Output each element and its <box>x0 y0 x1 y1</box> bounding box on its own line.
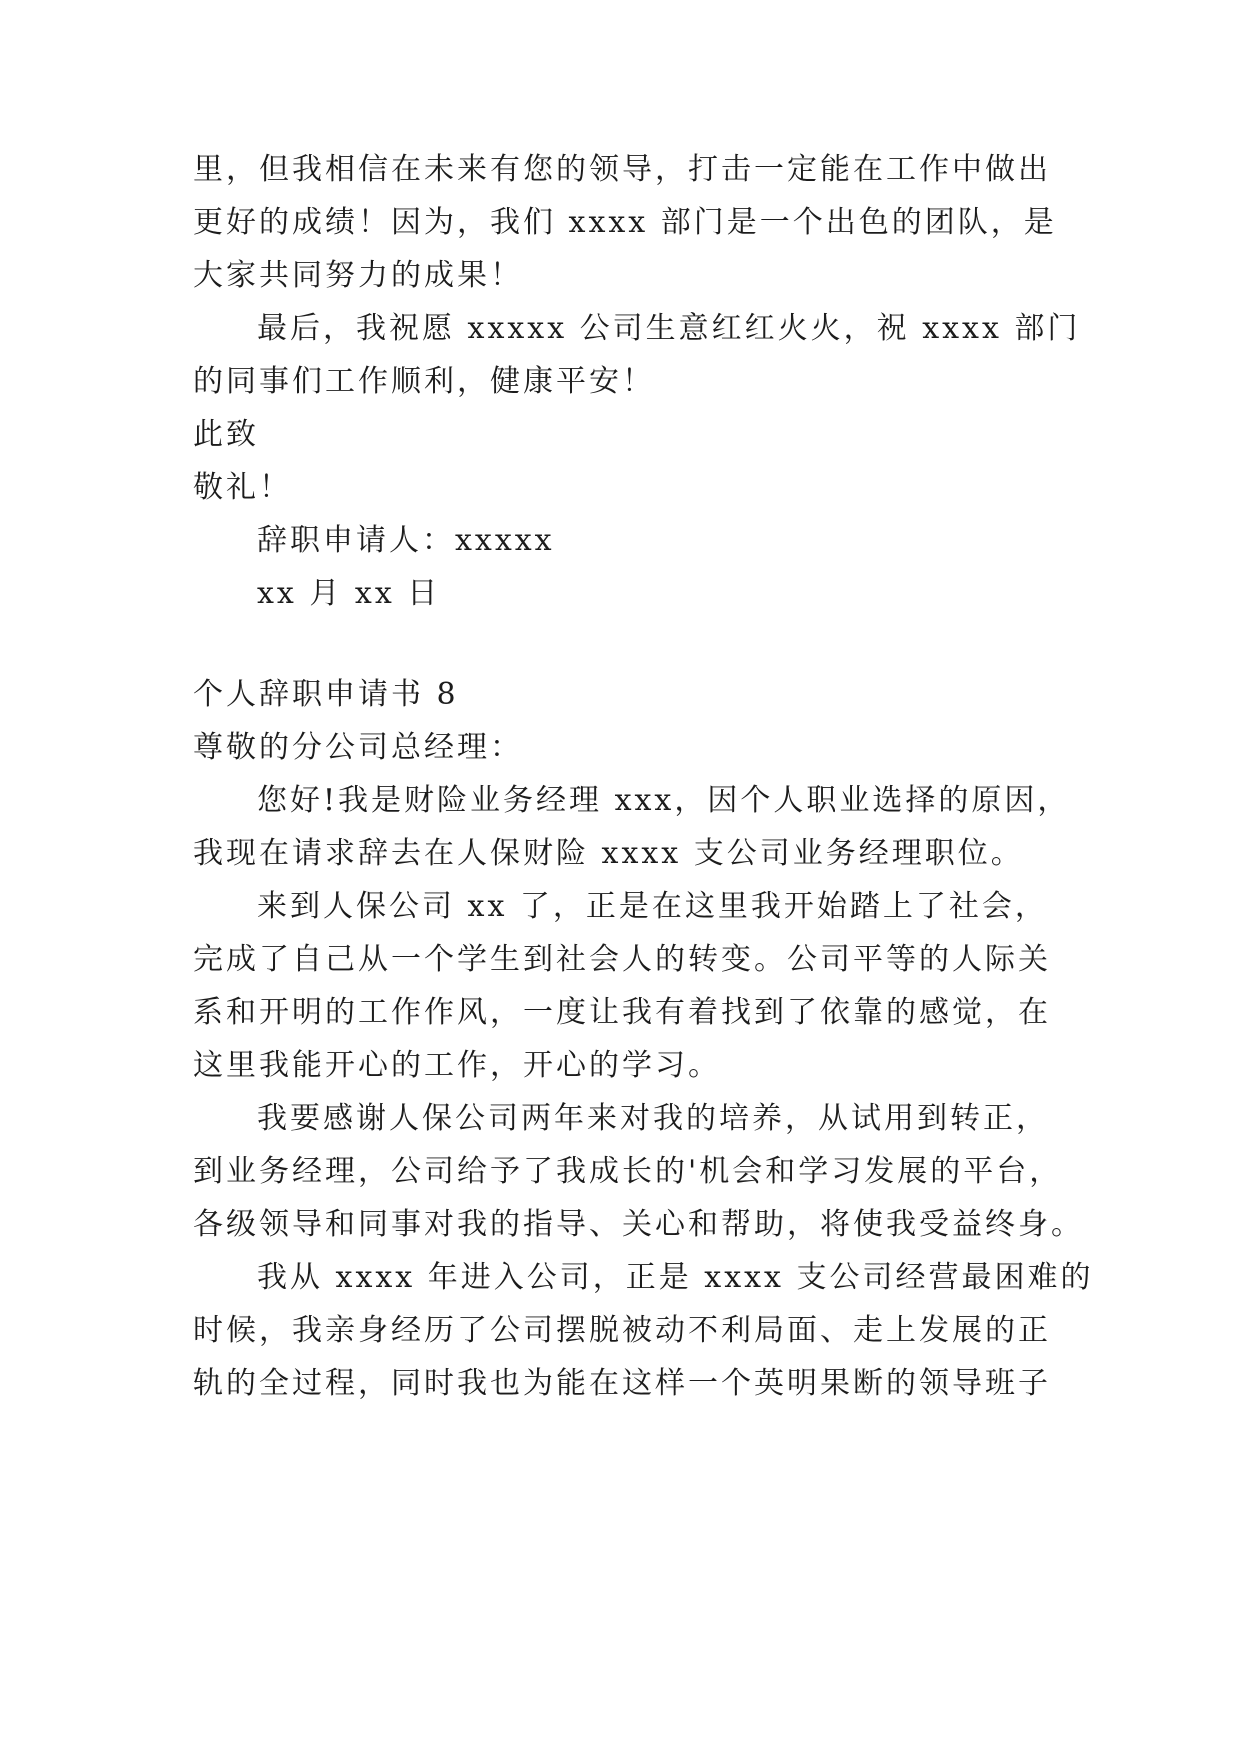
text-line: 最后，我祝愿 xxxxx 公司生意红红火火，祝 xxxx 部门 <box>257 311 1081 346</box>
salutation-line: 敬礼！ <box>193 470 292 505</box>
text-line: 到业务经理，公司给予了我成长的'机会和学习发展的平台， <box>193 1154 1063 1189</box>
text-line: 各级领导和同事对我的指导、关心和帮助，将使我受益终身。 <box>193 1207 1084 1242</box>
text-line: 更好的成绩！因为，我们 xxxx 部门是一个出色的团队，是 <box>193 205 1057 240</box>
text-line: 时候，我亲身经历了公司摆脱被动不利局面、走上发展的正 <box>193 1313 1051 1348</box>
text-line: 我从 xxxx 年进入公司，正是 xxxx 支公司经营最困难的 <box>257 1260 1094 1295</box>
text-line: 来到人保公司 xx 了，正是在这里我开始踏上了社会， <box>257 889 1048 924</box>
text-line: 我要感谢人保公司两年来对我的培养，从试用到转正， <box>257 1101 1049 1136</box>
text-line: 大家共同努力的成果！ <box>193 258 523 293</box>
text-line: 的同事们工作顺利，健康平安！ <box>193 364 655 399</box>
greeting-line: 尊敬的分公司总经理： <box>193 730 523 765</box>
text-line: 您好!我是财险业务经理 xxx，因个人职业选择的原因， <box>257 783 1071 818</box>
text-line: 完成了自己从一个学生到社会人的转变。公司平等的人际关 <box>193 942 1051 977</box>
text-line: 系和开明的工作作风，一度让我有着找到了依靠的感觉，在 <box>193 995 1051 1030</box>
date-line: xx 月 xx 日 <box>257 576 441 611</box>
text-line: 我现在请求辞去在人保财险 xxxx 支公司业务经理职位。 <box>193 836 1024 871</box>
text-line: 轨的全过程，同时我也为能在这样一个英明果断的领导班子 <box>193 1366 1051 1401</box>
section-title: 个人辞职申请书 8 <box>193 677 459 712</box>
text-line: 里，但我相信在未来有您的领导，打击一定能在工作中做出 <box>193 152 1051 187</box>
signer-line: 辞职申请人：xxxxx <box>257 523 555 558</box>
text-line: 这里我能开心的工作，开心的学习。 <box>193 1048 721 1083</box>
salutation-line: 此致 <box>193 417 259 452</box>
